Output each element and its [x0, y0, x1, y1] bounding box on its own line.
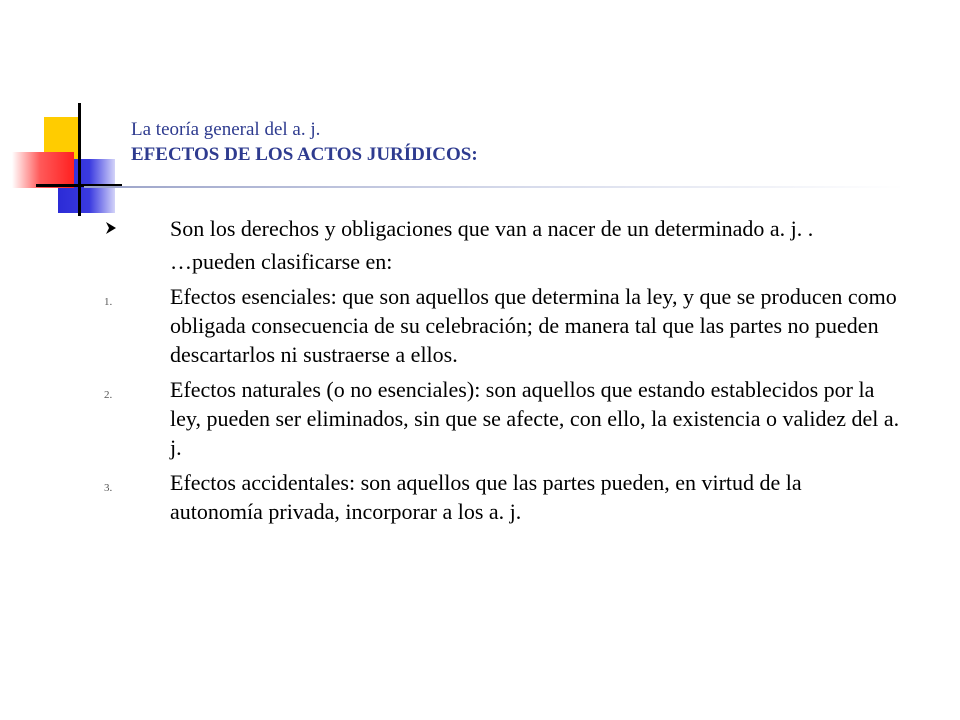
item-number: 3.: [104, 482, 113, 494]
item-text: Efectos esenciales: que son aquellos que determina la ley, y que se producen como obligada consecuencia de su celebración; de manera tal que las partes no pueden descartarlos ni sustraerse a ellos.: [170, 284, 897, 367]
slide-body: [0, 214, 960, 532]
corner-ornament-red: [12, 152, 74, 188]
bullet-item: [0, 214, 900, 243]
intro-text-item: [0, 247, 900, 276]
item-number: 2.: [104, 389, 113, 401]
bullet-text: Son los derechos y obligaciones que van a nacer de un determinado a. j. .: [170, 216, 814, 241]
slide-title-line2: EFECTOS DE LOS ACTOS JURÍDICOS:: [131, 144, 478, 165]
item-text: Efectos accidentales: son aquellos que las partes pueden, en virtud de la autonomía privada, incorporar a los a. j.: [170, 470, 802, 524]
numbered-item-1: [0, 282, 900, 369]
title-underline: [84, 186, 904, 188]
corner-ornament-vertical-line: [78, 103, 81, 216]
intro-text: …pueden clasificarse en:: [170, 249, 393, 274]
slide-title-line1: La teoría general del a. j.: [131, 119, 321, 140]
numbered-item-3: [0, 468, 900, 526]
numbered-item-2: [0, 375, 900, 462]
item-number: 1.: [104, 296, 113, 308]
slide-title: [131, 117, 478, 167]
arrow-bullet-icon: [106, 222, 116, 234]
item-text: Efectos naturales (o no esenciales): son aquellos que estando establecidos por la ley, pueden ser eliminados, sin que se afecte, con ello, la existencia o validez del a. j.: [170, 377, 900, 460]
